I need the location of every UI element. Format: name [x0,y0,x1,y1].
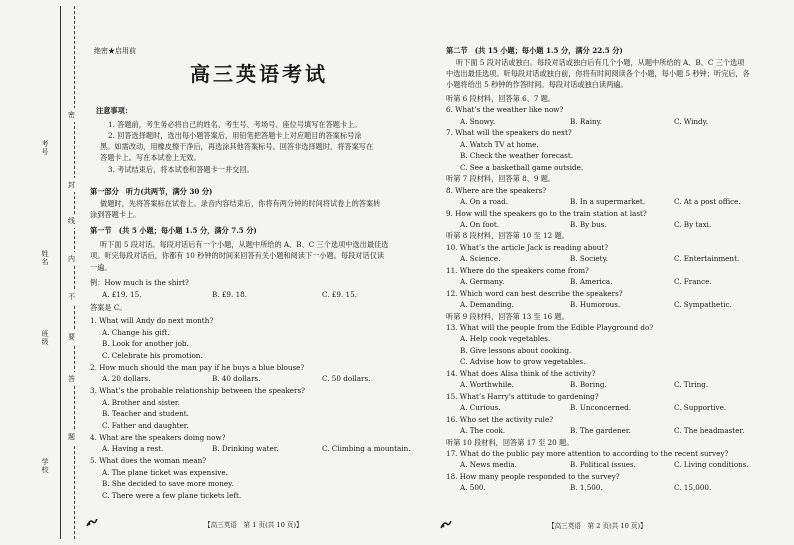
answer-option: B. She decided to save more money. [102,479,234,489]
answer-option: A. Watch TV at home. [460,139,539,149]
material-instruction: 听第 8 段材料，回答第 10 至 12 题。 [446,231,569,241]
seal-char: 答 [68,372,75,386]
answer-option: A. Snowy. [460,116,496,126]
question-stem: 3. What’s the probable relationship between the speakers? [90,386,306,396]
answer-option: C. Entertainment. [674,254,740,264]
seal-char: 线 [68,214,75,228]
answer-option: A. On foot. [460,219,500,229]
answer-option: B. 1,500. [570,483,603,493]
answer-option: C. At a post office. [674,197,741,207]
answer-option: A. Germany. [460,277,505,287]
question-stem: 16. Who set the activity rule? [446,414,554,424]
notice-line: 3. 考试结束后，将本试卷和答题卡一并交回。 [108,165,254,174]
answer-option: C. See a basketball game outside. [460,162,584,172]
question-stem: 18. How many people responded to the survey? [446,471,620,481]
question-stem: 15. What’s Harry’s attitude to gardening? [446,391,599,401]
seal-char: 题 [68,430,75,444]
answer-option: C. The headmaster. [674,426,745,436]
answer-option: A. 20 dollars. [102,374,151,384]
question-stem: 8. Where are the speakers? [446,185,547,195]
school-label: 学校 [41,458,49,474]
answer-option: B. Check the weather forecast. [460,151,573,161]
answer-option: B. Rainy. [570,116,603,126]
example-option: A. £19. 15. [102,290,142,299]
answer-option: B. 40 dollars. [212,374,261,384]
example-answer: 答案是 C。 [90,303,127,312]
answer-option: A. The plane ticket was expensive. [102,467,228,477]
seal-char: 要 [68,330,75,344]
answer-option: C. Sympathetic. [674,300,732,310]
question-stem: 6. What’s the weather like now? [446,105,564,115]
answer-option: A. Worthwhile. [460,380,514,390]
seal-char: 内 [68,252,75,266]
answer-option: C. Celebrate his promotion. [102,350,203,360]
notice-line: 黑。如需改动，用橡皮擦干净后，再选涂其他答案标号。回答非选择题时，将答案写在 [100,142,374,151]
publisher-logo-icon [440,520,452,529]
question-stem: 4. What are the speakers doing now? [90,432,226,442]
answer-option: B. Look for another job. [102,339,189,348]
answer-option: B. Give lessons about cooking. [460,345,572,355]
answer-option: B. America. [570,277,613,287]
question-stem: 7. What will the speakers do next? [446,128,572,138]
section2-heading: 第二节 (共 15 小题；每小题 1.5 分，满分 22.5 分) [446,46,623,55]
answer-option: B. Political issues. [570,460,636,470]
answer-option: A. Having a rest. [102,444,164,454]
question-stem: 9. How will the speakers go to the train station at last? [446,208,647,218]
section1-heading: 第一节 (共 5 小题；每小题 1.5 分，满分 7.5 分) [90,226,257,235]
question-stem: 2. How much should the man pay if he buys a blue blouse? [90,362,305,372]
example-option: B. £9. 18. [212,290,247,299]
binding-line [60,6,61,539]
answer-option: B. By bus. [570,219,607,229]
answer-option: A. Help cook vegetables. [460,334,551,344]
material-instruction: 听第 10 段材料，回答第 17 至 20 题。 [446,437,574,447]
material-instruction: 听第 7 段材料，回答第 8、9 题。 [446,174,556,184]
answer-option: A. Change his gift. [102,327,170,337]
part1-desc: 做题时，先将答案标在试卷上。录音内容结束后，你将有两分钟的时间将试卷上的答案转 [100,199,381,208]
page-footer: 【高三英语 第 1 页(共 10 页)】 [204,521,303,529]
notice-heading: 注意事项： [96,106,132,115]
answer-option: C. Climbing a mountain. [322,444,411,454]
part1-heading: 第一部分 听力(共两节，满分 30 分) [90,187,213,196]
part1-desc: 涂到答题卡上。 [90,210,141,219]
answer-option: B. Teacher and student. [102,409,189,419]
answer-option: A. 500. [460,483,486,493]
publisher-logo-icon [86,518,98,527]
answer-option: B. Humorous. [570,300,621,310]
answer-option: C. Tiring. [674,380,709,390]
section1-desc: 听下面 5 段对话。每段对话后有一个小题，从题中所给的 A、B、C 三个选项中选出最佳选 [100,240,389,249]
answer-option: A. On a road. [460,197,509,207]
answer-option: B. Unconcerned. [570,403,632,413]
answer-option: A. News media. [460,460,517,470]
question-stem: 11. Where do the speakers come from? [446,265,589,275]
section1-desc: 一遍。 [90,263,112,272]
answer-option: A. Science. [460,254,501,264]
question-stem: 14. What does Alisa think of the activity? [446,368,596,378]
answer-option: C. France. [674,277,712,287]
answer-option: B. Boring. [570,380,607,390]
answer-option: C. Advise how to grow vegetables. [460,357,586,367]
section2-desc: 中选出最佳选项。听每段对话或独白前，你将有时间阅读各个小题，每小题 5 秒钟；听完后，各 [446,69,750,78]
answer-option: C. Supportive. [674,403,727,413]
seal-dashed-line [74,6,75,539]
seal-char: 不 [68,290,75,304]
answer-option: A. The cook. [460,426,506,436]
seal-char: 密 [68,108,75,122]
answer-option: B. Society. [570,254,608,264]
answer-option: C. 15,000. [674,483,712,493]
secret-mark: 绝密★启用前 [94,47,136,55]
section2-desc: 听下面 5 段对话或独白。每段对话或独白后有几个小题，从题中所给的 A、B、C 三个选项 [456,58,745,67]
answer-option: A. Demanding. [460,300,514,310]
section1-desc: 项。听完每段对话后，你都有 10 秒钟的时间来回答有关小题和阅读下一小题。每段对话仅读 [90,251,385,260]
answer-option: A. Curious. [460,403,501,413]
answer-option: B. Drinking water. [212,444,279,454]
notice-line: 答题卡上。写在本试卷上无效。 [100,153,201,162]
notice-line: 1. 答题前，考生务必将自己的姓名、考生号、考场号、座位号填写在答题卡上。 [108,120,362,129]
answer-option: C. Windy. [674,116,708,126]
example-question: 例：How much is the shirt? [90,278,189,287]
notice-line: 2. 回答选择题时，选出每小题答案后，用铅笔把答题卡上对应题目的答案标号涂 [108,131,362,140]
question-stem: 10. What’s the article Jack is reading about? [446,242,609,252]
answer-option: C. 50 dollars. [322,374,371,384]
question-stem: 12. Which word can best describe the speakers? [446,288,623,298]
answer-option: C. By taxi. [674,219,712,229]
answer-option: C. Living conditions. [674,460,749,470]
answer-option: C. Father and daughter. [102,420,189,430]
answer-option: A. Brother and sister. [102,397,180,407]
example-option: C. £9. 15. [322,290,357,299]
answer-option: C. There were a few plane tickets left. [102,490,242,500]
question-stem: 5. What does the woman mean? [90,456,207,466]
exam-page-2 [438,0,784,545]
binding-margin [0,0,82,545]
exam-title: 高三英语考试 [190,62,328,86]
question-stem: 13. What will the people from the Edible Playground do? [446,323,654,332]
class-label: 班级 [41,330,49,346]
exam-page-1 [86,0,426,545]
question-stem: 17. What do the public pay more attention to according to the recent survey? [446,448,729,458]
question-stem: 1. What will Andy do next month? [90,316,214,325]
seal-char: 封 [68,178,75,192]
seat-number-label: 考号 [41,140,49,156]
name-label: 姓名 [41,250,49,266]
page-footer: 【高三英语 第 2 页(共 10 页)】 [548,522,647,530]
answer-option: B. In a supermarket. [570,197,646,207]
answer-option: B. The gardener. [570,426,631,436]
section2-desc: 小题将给出 5 秒钟的作答时间。每段对话或独白读两遍。 [446,80,628,89]
material-instruction: 听第 6 段材料，回答第 6、7 题。 [446,94,556,103]
material-instruction: 听第 9 段材料，回答第 13 至 16 题。 [446,311,569,321]
